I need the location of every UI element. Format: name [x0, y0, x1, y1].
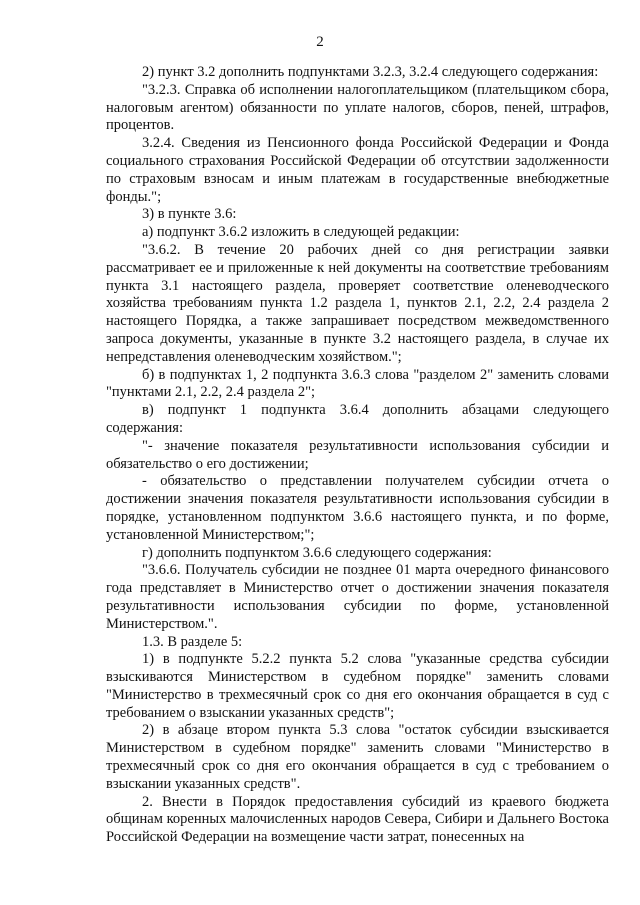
paragraph: 1) в подпункте 5.2.2 пункта 5.2 слова "указанные средства субсидии взыскиваются Министерством в судебном порядке" заменить словами "Министерство в трехмесячный срок со дня его окончания обращается в суд с требованием о взыскании указанных средств"; [106, 651, 609, 721]
paragraph: г) дополнить подпунктом 3.6.6 следующего содержания: [142, 544, 492, 561]
paragraph: 3.2.4. Сведения из Пенсионного фонда Российской Федерации и Фонда социального страхования Российской Федерации об отсутствии задолженности по страховым взносам и иным платежам в государственные внебюджетные фонды."; [106, 135, 609, 205]
paragraph: в) подпункт 1 подпункта 3.6.4 дополнить абзацами следующего содержания: [106, 402, 609, 436]
paragraph: "- значение показателя результативности использования субсидии и обязательство о его достижении; [106, 437, 609, 472]
document-body [106, 64, 609, 847]
paragraph: "3.6.6. Получатель субсидии не позднее 01 марта очередного финансового года представляет в Министерство отчет о достижении значения показателя результативности использования субсидии по форме, установленной Министерством.". [106, 562, 609, 632]
paragraph: б) в подпунктах 1, 2 подпункта 3.6.3 слова "разделом 2" заменить словами "пунктами 2.1, 2.2, 2.4 раздела 2"; [106, 366, 609, 401]
paragraph: 2) пункт 3.2 дополнить подпунктами 3.2.3, 3.2.4 следующего содержания: [142, 64, 599, 80]
paragraph: 2) в абзаце втором пункта 5.3 слова "остаток субсидии взыскивается Министерством в судебном порядке" заменить словами "Министерство в трехмесячный срок со дня его окончания обращается в суд с требованием о взыскании указанных средств". [106, 722, 609, 792]
paragraph: 1.3. В разделе 5: [142, 633, 243, 650]
paragraph: - обязательство о представлении получателем субсидии отчета о достижении значения показателя результативности использования субсидии в порядке, установленном подпунктом 3.6.6 настоящего пункта, и по форме, установленной Министерством;"; [106, 473, 609, 543]
paragraph: 3) в пункте 3.6: [142, 206, 237, 223]
paragraph: 2. Внести в Порядок предоставления субсидий из краевого бюджета общинам коренных малочисленных народов Севера, Сибири и Дальнего Востока Российской Федерации на возмещение части затрат, понесенных на [106, 793, 609, 846]
paragraph: "3.2.3. Справка об исполнении налогоплательщиком (плательщиком сбора, налоговым агентом) обязанности по уплате налогов, сборов, пеней, штрафов, процентов. [106, 81, 609, 134]
page-number: 2 [316, 34, 324, 50]
paragraph: "3.6.2. В течение 20 рабочих дней со дня регистрации заявки рассматривает ее и приложенные к ней документы на соответствие требованиям пункта 3.1 настоящего раздела, проверяет соответствие оленеводческого хозяйства требованиям пункта 1.2 раздела 1, пунктов 2.1, 2.2, 2.4 раздела 2 настоящего Порядка, а также запрашивает посредством межведомственного запроса документы, указанные в пункте 3.2 настоящего раздела, в случае их непредставления оленеводческим хозяйством."; [106, 241, 609, 365]
paragraph: а) подпункт 3.6.2 изложить в следующей редакции: [142, 224, 460, 241]
